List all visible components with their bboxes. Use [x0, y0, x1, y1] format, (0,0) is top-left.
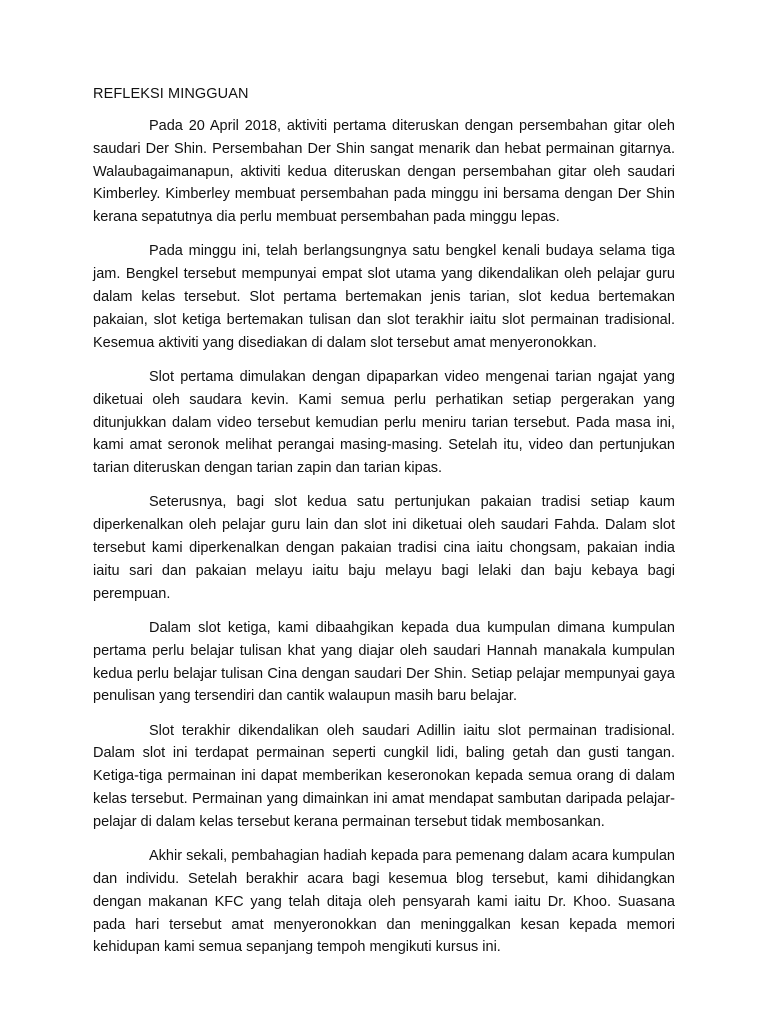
paragraph-2: Pada minggu ini, telah berlangsungnya satu bengkel kenali budaya selama tiga jam. Bengkel tersebut mempunyai empat slot utama yang dikendalikan oleh pelajar guru dalam kelas tersebut. Slot pertama bertemakan jenis tarian, slot kedua bertemakan pakaian, slot ketiga bertemakan tulisan dan slot terakhir iaitu slot permainan tradisional. Kesemua aktiviti yang disediakan di dalam slot tersebut amat menyeronokkan. — [93, 243, 675, 351]
paragraph-4: Seterusnya, bagi slot kedua satu pertunjukan pakaian tradisi setiap kaum diperkenalkan oleh pelajar guru lain dan slot ini diketuai oleh saudari Fahda. Dalam slot tersebut kami diperkenalkan dengan pakaian tradisi cina iaitu chongsam, pakaian india iaitu sari dan pakaian melayu iaitu baju melayu bagi lelaki dan baju kebaya bagi perempuan. — [93, 494, 675, 602]
paragraph-1: Pada 20 April 2018, aktiviti pertama diteruskan dengan persembahan gitar oleh saudari Der Shin. Persembahan Der Shin sangat menarik dan hebat permainan gitarnya. Walaubagaimanapun, aktiviti kedua diteruskan dengan persembahan gitar oleh saudari Kimberley. Kimberley membuat persembahan pada minggu ini bersama dengan Der Shin kerana sepatutnya dia perlu membuat persembahan pada minggu lepas. — [93, 118, 675, 226]
document-title: REFLEKSI MINGGUAN — [93, 86, 249, 102]
paragraph-5: Dalam slot ketiga, kami dibaahgikan kepada dua kumpulan dimana kumpulan pertama perlu belajar tulisan khat yang diajar oleh saudari Hannah manakala kumpulan kedua perlu belajar tulisan Cina dengan saudari Der Shin. Setiap pelajar mempunyai gaya penulisan yang tersendiri dan cantik walaupun masih baru belajar. — [93, 619, 675, 705]
paragraph-7: Akhir sekali, pembahagian hadiah kepada para pemenang dalam acara kumpulan dan individu. Setelah berakhir acara bagi kesemua blog tersebut, kami dihidangkan dengan makanan KFC yang telah ditaja oleh pensyarah kami iaitu Dr. Khoo. Suasana pada hari tersebut amat menyeronokkan dan meninggalkan kesan kepada memori kehidupan kami semua sepanjang tempoh mengikuti kursus ini. — [93, 848, 675, 956]
document-body — [93, 82, 675, 971]
paragraph-6: Slot terakhir dikendalikan oleh saudari Adillin iaitu slot permainan tradisional. Dalam slot ini terdapat permainan seperti cungkil lidi, baling getah dan gusti tangan. Ketiga-tiga permainan ini dapat memberikan keseronokan kepada semua orang di dalam kelas tersebut. Permainan yang dimainkan ini amat mendapat sambutan daripada pelajar-pelajar di dalam kelas tersebut kerana permainan tersebut tidak membosankan. — [93, 722, 675, 830]
paragraph-3: Slot pertama dimulakan dengan dipaparkan video mengenai tarian ngajat yang diketuai oleh saudara kevin. Kami semua perlu perhatikan setiap pergerakan yang ditunjukkan dalam video tersebut kemudian perlu meniru tarian tersebut. Pada masa ini, kami amat seronok melihat perangai masing-masing. Setelah itu, video dan pertunjukan tarian diteruskan dengan tarian zapin dan tarian kipas. — [93, 368, 675, 477]
